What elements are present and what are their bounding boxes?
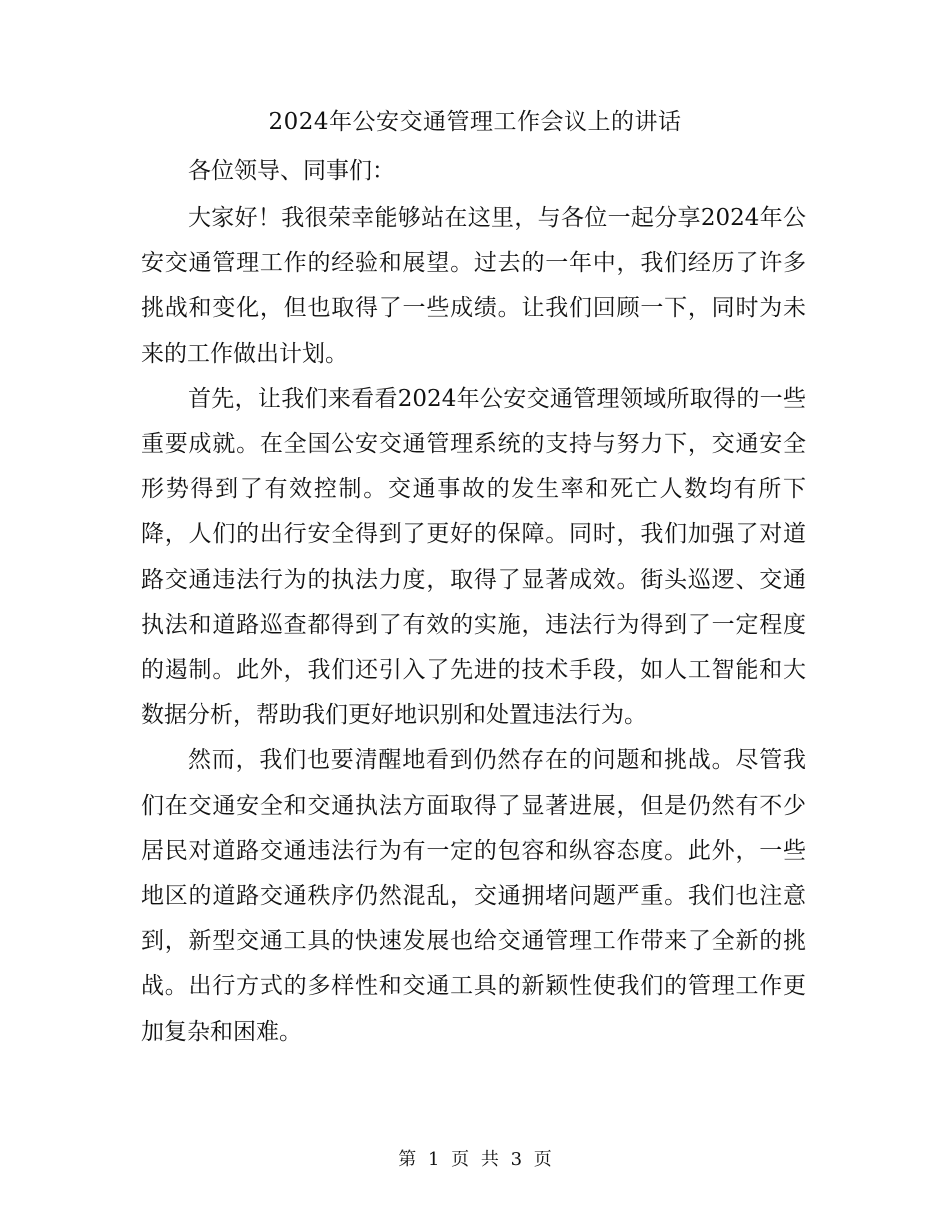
- paragraph: 首先，让我们来看看2024年公安交通管理领域所取得的一些重要成就。在全国公安交通管理系统的支持与努力下，交通安全形势得到了有效控制。交通事故的发生率和死亡人数均有所下降，人们的出行安全得到了更好的保障。同时，我们加强了对道路交通违法行为的执法力度，取得了显著成效。街头巡逻、交通执法和道路巡查都得到了有效的实施，违法行为得到了一定程度的遏制。此外，我们还引入了先进的技术手段，如人工智能和大数据分析，帮助我们更好地识别和处置违法行为。: [141, 385, 806, 729]
- document-title: 2024年公安交通管理工作会议上的讲话: [268, 109, 682, 135]
- salutation: 各位领导、同事们：: [188, 158, 395, 184]
- document-body: [141, 196, 806, 1055]
- paragraph: 大家好！我很荣幸能够站在这里，与各位一起分享2024年公安交通管理工作的经验和展望。过去的一年中，我们经历了许多挑战和变化，但也取得了一些成绩。让我们回顾一下，同时为未来的工作做出计划。: [141, 205, 806, 367]
- page-footer: 第 1 页 共 3 页: [398, 1149, 552, 1170]
- paragraph: 然而，我们也要清醒地看到仍然存在的问题和挑战。尽管我们在交通安全和交通执法方面取得了显著进展，但是仍然有不少居民对道路交通违法行为有一定的包容和纵容态度。此外，一些地区的道路交通秩序仍然混乱，交通拥堵问题严重。我们也注意到，新型交通工具的快速发展也给交通管理工作带来了全新的挑战。出行方式的多样性和交通工具的新颖性使我们的管理工作更加复杂和困难。: [141, 747, 806, 1045]
